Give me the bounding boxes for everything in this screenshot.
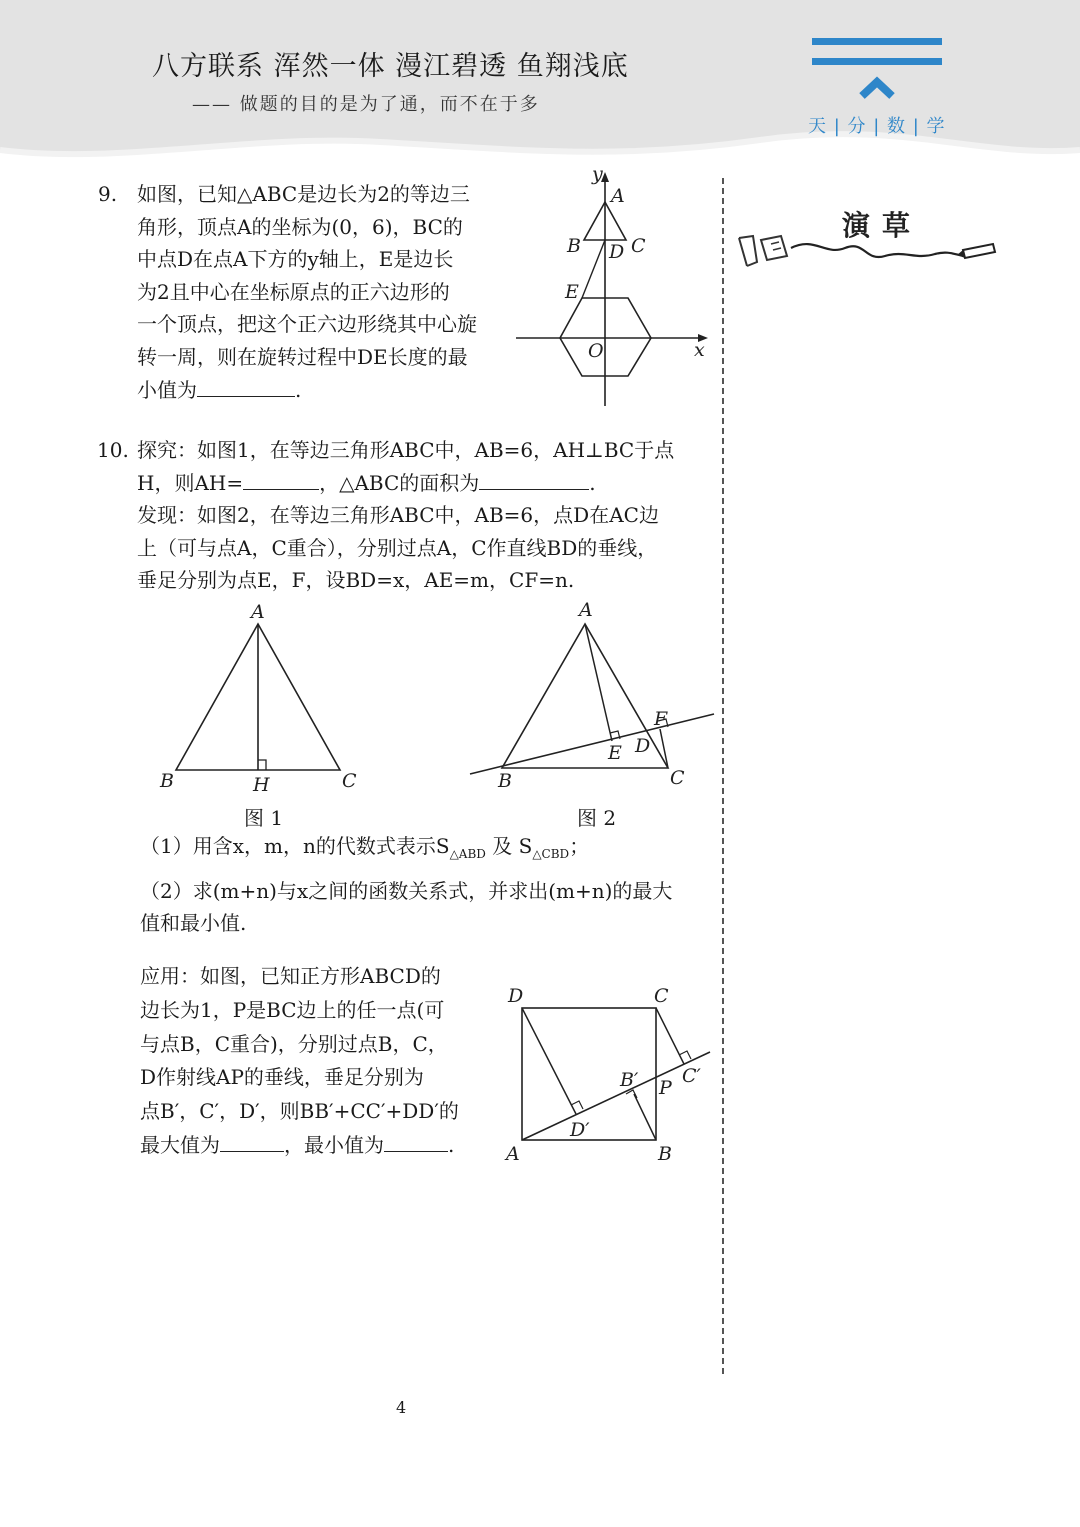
label-d: D — [508, 985, 524, 1007]
label-d-prime: D′ — [570, 1119, 590, 1141]
q10-explore-line-2 — [137, 467, 722, 500]
label-e: E — [608, 742, 622, 764]
column-divider — [722, 178, 724, 1374]
q10-text: ，△ABC的面积为 — [319, 470, 480, 495]
q10-part-2-line: 值和最小值. — [140, 911, 247, 936]
q10-text: . — [589, 470, 596, 495]
apply-line: 与点B，C重合)，分别过点B，C， — [140, 1031, 448, 1056]
q10-intro — [137, 434, 722, 597]
q9-period: . — [295, 377, 302, 402]
label-o: O — [588, 340, 604, 362]
label-a: A — [251, 601, 265, 623]
q10-parts — [140, 830, 725, 940]
label-x: x — [694, 339, 705, 361]
answer-blank — [479, 467, 589, 490]
q10-explore-line: 探究：如图1，在等边三角形ABC中，AB=6，AH⊥BC于点 — [137, 438, 675, 462]
q10-figure-2 — [466, 598, 718, 798]
q9-line: 转一周，则在旋转过程中DE长度的最 — [137, 344, 468, 369]
answer-blank — [197, 374, 295, 397]
label-p: P — [659, 1077, 672, 1099]
q9-line: 角形，顶点A的坐标为(0，6)，BC的 — [137, 214, 463, 239]
answer-blank — [243, 467, 319, 490]
segment-cc1 — [656, 1008, 684, 1064]
label-y: y — [592, 168, 603, 185]
label-c: C — [654, 985, 669, 1007]
q10-part-2-line: （2）求(m+n)与x之间的函数关系式，并求出(m+n)的最大 — [140, 878, 673, 903]
q9-line: 为2且中心在坐标原点的正六边形的 — [137, 279, 450, 304]
label-b: B — [567, 235, 581, 257]
apply-line: 边长为1，P是BC边上的任一点(可 — [140, 997, 445, 1022]
q10-discover-line: 发现：如图2，在等边三角形ABC中，AB=6，点D在AC边 — [137, 503, 659, 528]
label-c-prime: C′ — [682, 1065, 701, 1087]
brand-logo-text: 天 | 分 | 数 | 学 — [808, 116, 946, 137]
apply-line: D作射线AP的垂线，垂足分别为 — [140, 1065, 424, 1090]
q10-number: 10. — [97, 438, 129, 462]
q9-line: 小值为 — [137, 377, 197, 402]
label-b: B — [658, 1143, 672, 1165]
segment-bb1 — [634, 1094, 656, 1140]
subscript-abd: △ABD — [449, 847, 486, 861]
q10-apply — [140, 960, 485, 1163]
page-number: 4 — [396, 1398, 407, 1417]
segment-dd1 — [522, 1008, 576, 1114]
apply-text: 最大值为 — [140, 1132, 220, 1157]
q10-part-1-text: （1）用含x，m，n的代数式表示S — [140, 834, 450, 858]
apply-text: . — [448, 1132, 455, 1157]
apply-text: ，最小值为 — [284, 1132, 384, 1157]
label-b: B — [160, 770, 174, 792]
label-f: F — [654, 708, 668, 730]
figure-1-caption: 图 1 — [244, 806, 284, 830]
label-b: B — [498, 770, 512, 792]
segment-ae — [585, 624, 612, 741]
right-angle-mark — [258, 760, 266, 770]
q10-text: H，则AH= — [137, 470, 244, 495]
answer-blank — [220, 1129, 284, 1152]
q9-figure — [512, 168, 717, 408]
label-h: H — [253, 774, 270, 796]
q9-text — [137, 178, 512, 406]
header-motto: —— 做题的目的是为了通，而不在于多 — [192, 94, 540, 115]
label-d: D — [609, 241, 625, 263]
q10-discover-line: 垂足分别为点E，F，设BD=x，AE=m，CF=n. — [137, 568, 575, 593]
label-c: C — [631, 235, 646, 257]
q10-figure-3 — [496, 982, 718, 1168]
q10-part-1-end: ； — [569, 834, 590, 858]
apply-line: 点B′，C′，D′，则BB′+CC′+DD′的 — [140, 1099, 459, 1124]
label-a: A — [611, 185, 625, 207]
label-c: C — [670, 767, 685, 789]
scratch-area-title: 演草 — [842, 209, 923, 242]
q9-last-line — [137, 374, 512, 407]
q9-line: 中点D在点A下方的y轴上，E是边长 — [137, 247, 454, 272]
q10-discover-line: 上（可与点A，C重合），分别过点A，C作直线BD的垂线， — [137, 535, 658, 560]
q9-line: 如图，已知△ABC是边长为2的等边三 — [137, 182, 470, 206]
apply-line: 应用：如图，已知正方形ABCD的 — [140, 964, 441, 988]
q9-line: 一个顶点，把这个正六边形绕其中心旋 — [137, 312, 477, 337]
label-d: D — [635, 735, 651, 757]
apply-last-line — [140, 1129, 485, 1163]
answer-blank — [384, 1129, 448, 1152]
pencil-squiggle-icon — [735, 226, 997, 270]
q10-part-1 — [140, 830, 725, 871]
q10-figure-1 — [150, 598, 370, 798]
line-bd — [470, 714, 714, 774]
label-a: A — [579, 599, 593, 621]
subscript-cbd: △CBD — [532, 847, 570, 861]
header-slogan: 八方联系 浑然一体 漫江碧透 鱼翔浅底 — [152, 51, 629, 82]
label-b-prime: B′ — [620, 1069, 639, 1091]
q10-part-1-mid: 及 S — [485, 834, 533, 858]
label-c: C — [342, 770, 357, 792]
q9-number: 9. — [98, 182, 118, 206]
figure-2-caption: 图 2 — [577, 806, 617, 830]
label-a: A — [506, 1143, 520, 1165]
segment-de — [582, 240, 605, 298]
label-e: E — [565, 281, 579, 303]
